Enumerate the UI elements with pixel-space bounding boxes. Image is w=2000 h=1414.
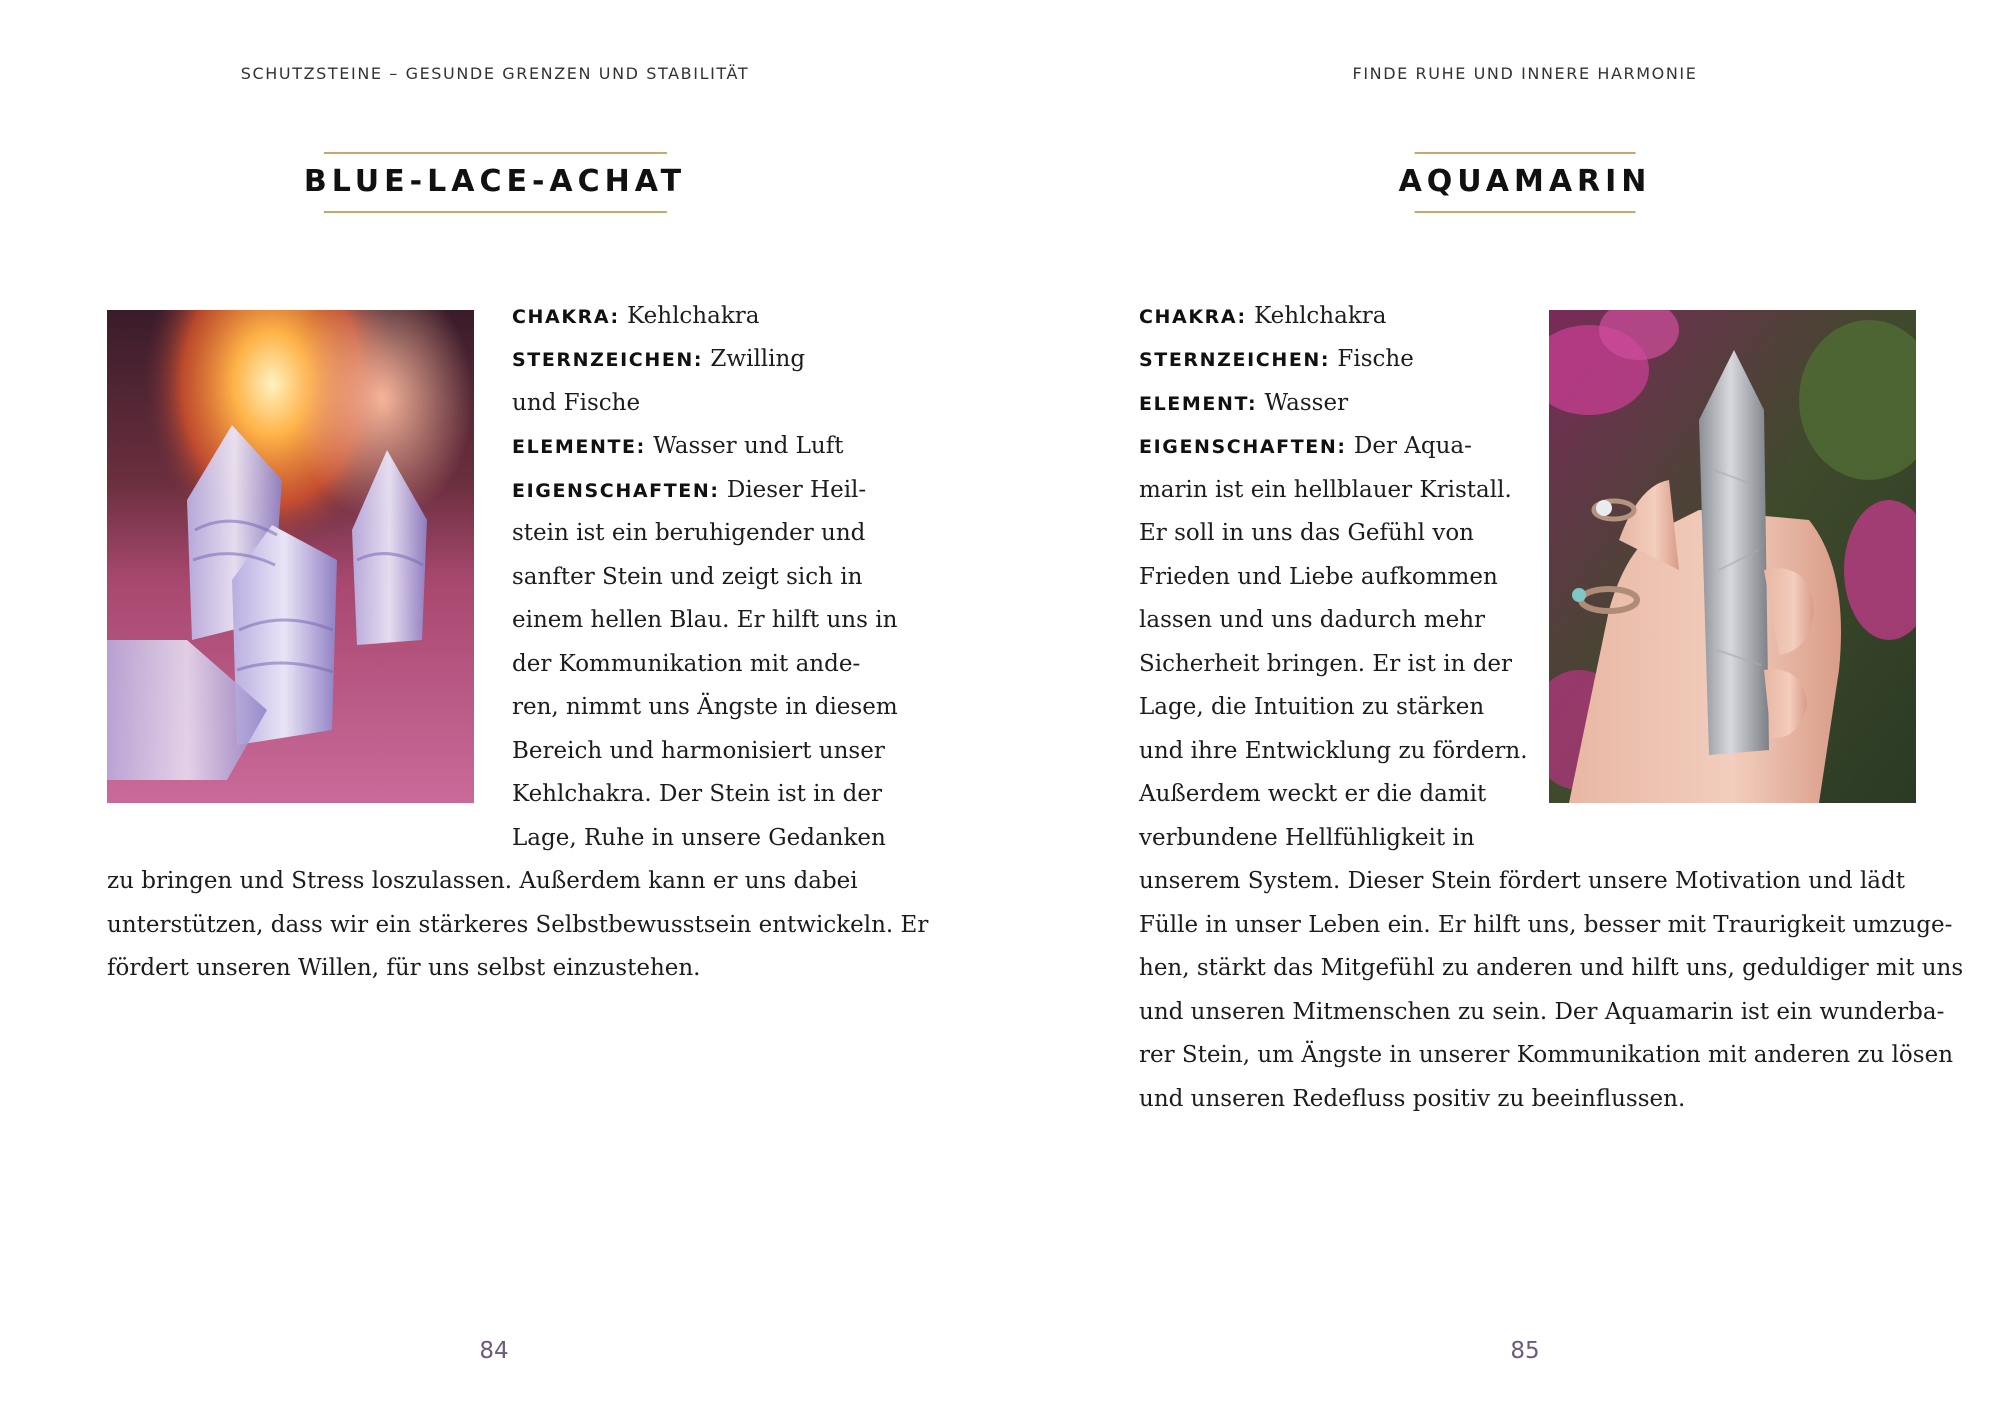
fact-value: Kehlchakra — [627, 303, 760, 329]
body-line: hen, stärkt das Mitgefühl zu anderen und hilft uns, geduldiger mit uns — [1139, 955, 1964, 981]
fact-eigenschaften — [512, 469, 866, 514]
fact-value: Wasser — [1264, 390, 1349, 416]
body-line: Bereich und harmonisiert unser — [512, 738, 885, 764]
aquamarine-photo — [1549, 310, 1916, 803]
page-number-left: 84 — [479, 1338, 509, 1364]
body-line: einem hellen Blau. Er hilft uns in — [512, 607, 898, 633]
right-page — [1000, 0, 2000, 1414]
body-line: unserem System. Dieser Stein fördert unsere Motivation und lädt — [1139, 868, 1905, 894]
fact-value: Wasser und Luft — [653, 433, 844, 459]
page-number-right: 85 — [1510, 1338, 1540, 1364]
fact-sternzeichen — [512, 338, 805, 383]
body-line: und ihre Entwicklung zu fördern. — [1139, 738, 1528, 764]
body-line: stein ist ein beruhigender und — [512, 520, 866, 546]
fact-label: CHAKRA: — [1139, 306, 1247, 328]
body-line: Sicherheit bringen. Er ist in der — [1139, 651, 1513, 677]
body-line: rer Stein, um Ängste in unserer Kommunikation mit anderen zu lösen — [1139, 1042, 1954, 1068]
fact-value: Der Aqua- — [1353, 433, 1472, 459]
body-line: lassen und uns dadurch mehr — [1139, 607, 1486, 633]
fact-value: Fische — [1337, 346, 1414, 372]
body-line: Er soll in uns das Gefühl von — [1139, 520, 1474, 546]
fact-sternzeichen — [1139, 338, 1414, 383]
blue-lace-agate-photo — [107, 310, 474, 803]
fact-element — [1139, 382, 1348, 427]
body-line: Kehlchakra. Der Stein ist in der — [512, 781, 882, 807]
title-top-rule — [324, 152, 667, 154]
body-line: Außerdem weckt er die damit — [1139, 781, 1487, 807]
fact-value: Dieser Heil- — [726, 477, 867, 503]
fact-label: EIGENSCHAFTEN: — [1139, 436, 1347, 458]
stone-title-right: AQUAMARIN — [1398, 164, 1652, 199]
running-head-right: FINDE RUHE UND INNERE HARMONIE — [1352, 64, 1698, 83]
running-head-left: SCHUTZSTEINE – GESUNDE GRENZEN UND STABILITÄT — [240, 64, 750, 83]
body-line: unterstützen, dass wir ein stärkeres Selbstbewusstsein entwickeln. Er — [107, 912, 929, 938]
body-line: marin ist ein hellblauer Kristall. — [1139, 477, 1512, 503]
body-line: und unseren Mitmenschen zu sein. Der Aquamarin ist ein wunderba- — [1139, 999, 1945, 1025]
title-top-rule — [1414, 152, 1635, 154]
fact-label: CHAKRA: — [512, 306, 620, 328]
fact-value: Kehlchakra — [1254, 303, 1387, 329]
fact-sternzeichen-cont — [512, 382, 640, 426]
fact-label: STERNZEICHEN: — [512, 349, 704, 371]
fact-value: Zwilling — [710, 346, 806, 372]
fact-label: STERNZEICHEN: — [1139, 349, 1331, 371]
fact-chakra — [1139, 295, 1386, 340]
title-bottom-rule — [324, 211, 667, 213]
title-bottom-rule — [1414, 211, 1635, 213]
fact-value: und Fische — [512, 390, 641, 416]
body-line: fördert unseren Willen, für uns selbst einzustehen. — [107, 955, 701, 981]
body-line: Frieden und Liebe aufkommen — [1139, 564, 1498, 590]
body-line: und unseren Redefluss positiv zu beeinflussen. — [1139, 1086, 1686, 1112]
body-line: der Kommunikation mit ande- — [512, 651, 861, 677]
fact-label: ELEMENT: — [1139, 393, 1258, 415]
body-line: Fülle in unser Leben ein. Er hilft uns, besser mit Traurigkeit umzuge- — [1139, 912, 1953, 938]
body-line: verbundene Hellfühligkeit in — [1139, 825, 1475, 851]
body-line: sanfter Stein und zeigt sich in — [512, 564, 863, 590]
body-line: zu bringen und Stress loszulassen. Außerdem kann er uns dabei — [107, 868, 858, 894]
fact-eigenschaften — [1139, 425, 1472, 470]
body-line: Lage, Ruhe in unsere Gedanken — [512, 825, 886, 851]
fact-label: EIGENSCHAFTEN: — [512, 480, 720, 502]
fact-label: ELEMENTE: — [512, 436, 646, 458]
fact-chakra — [512, 295, 759, 340]
stone-title-block-left — [304, 152, 686, 213]
body-line: Lage, die Intuition zu stärken — [1139, 694, 1485, 720]
body-line: ren, nimmt uns Ängste in diesem — [512, 694, 898, 720]
stone-title-left: BLUE-LACE-ACHAT — [303, 164, 687, 199]
stone-title-block-right — [1399, 152, 1652, 213]
fact-elemente — [512, 425, 844, 470]
